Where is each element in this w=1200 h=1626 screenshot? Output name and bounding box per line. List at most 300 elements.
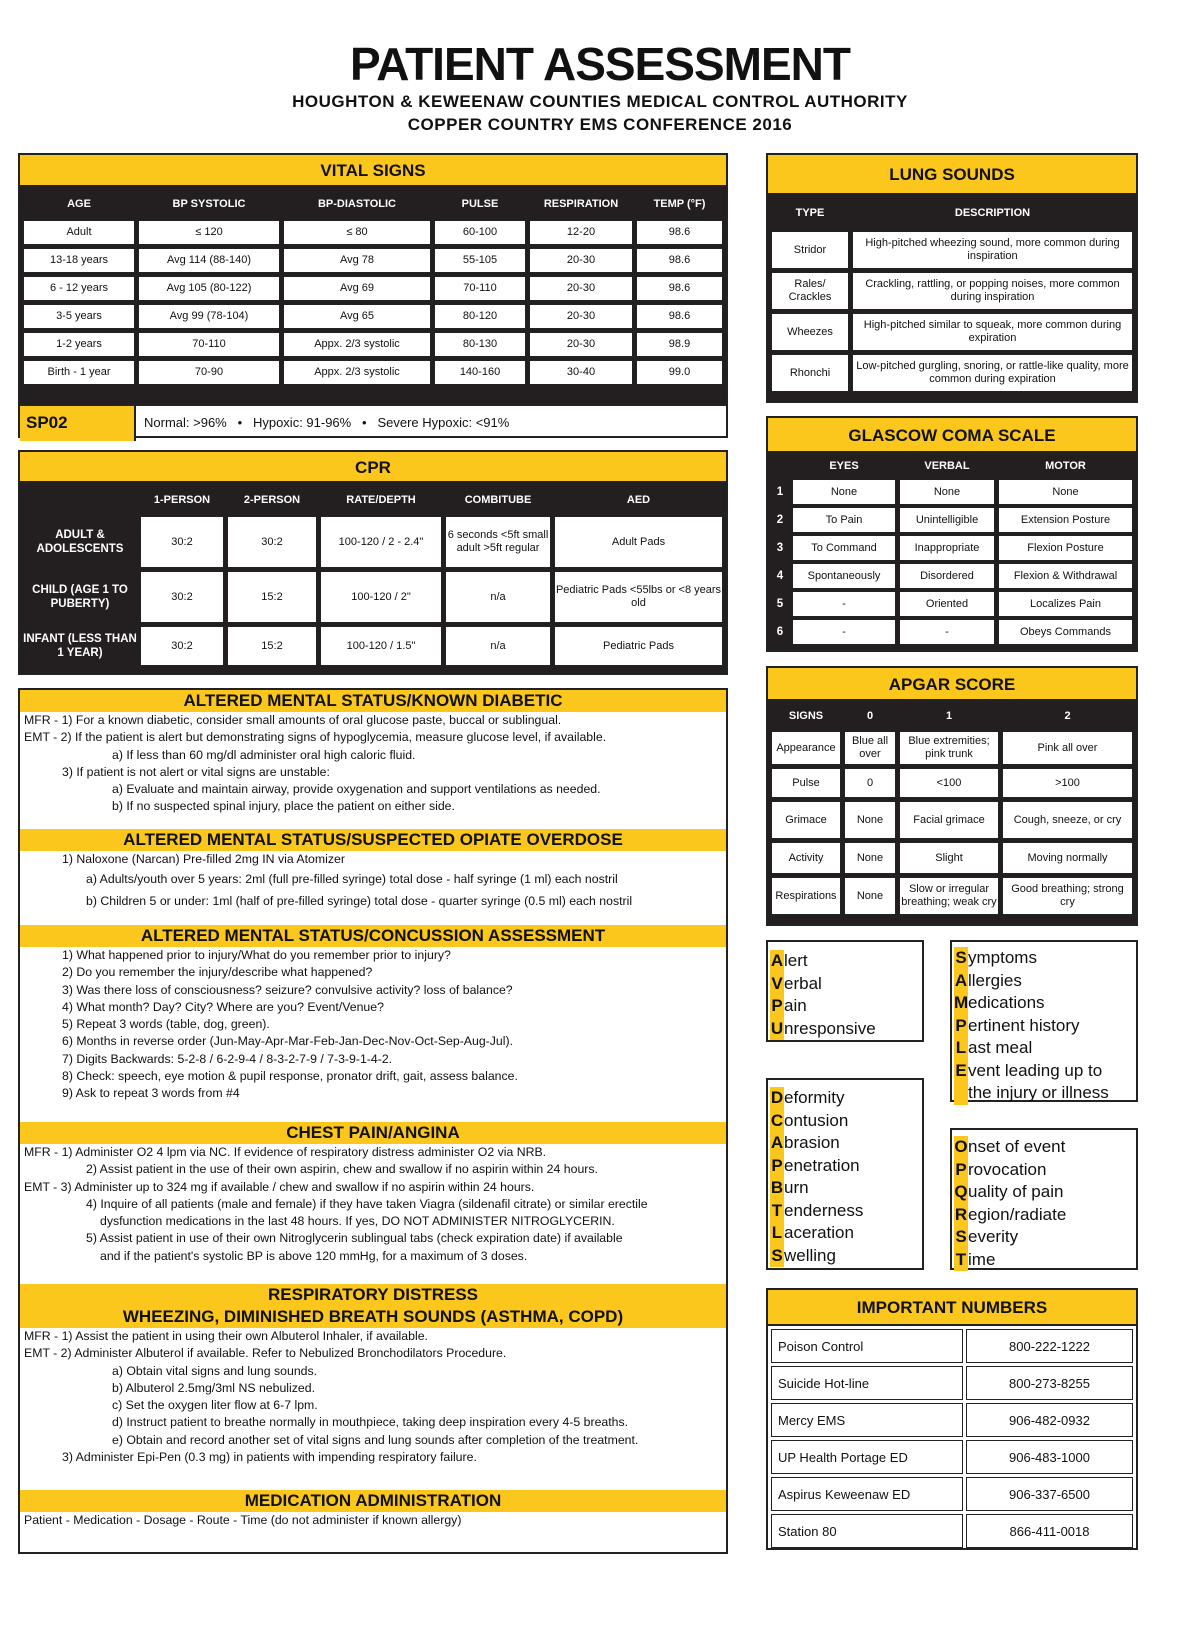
mnemonic-word: aceration [784, 1223, 854, 1242]
cpr-table-cell: 100-120 / 2 - 2.4" [320, 516, 442, 568]
mnemonic-letter [954, 1082, 968, 1105]
mnemonic-word: eformity [784, 1088, 845, 1107]
apgar-table-cell: Pink all over [1002, 731, 1133, 765]
protocol-line: b) Children 5 or under: 1ml (half of pre-filled syringe) total dose - quarter syringe (0.5 ml) each nostril [86, 894, 633, 909]
vitals-table-cell: 20-30 [529, 276, 633, 301]
cpr-table-cell: 6 seconds <5ft small adult >5ft regular [445, 516, 551, 568]
apgar-table-header: 1 [945, 710, 953, 722]
gcs-table-cell: 1 [776, 486, 784, 498]
gcs-table-cell: - [792, 591, 896, 617]
number-value: 906-482-0932 [966, 1403, 1133, 1437]
table-row [771, 507, 1133, 533]
vitals-table-cell: 98.6 [636, 220, 723, 245]
lung-table-header: TYPE [795, 207, 825, 219]
vitals-table-cell: Adult [23, 220, 135, 245]
apgar-table-cell: Activity [771, 842, 841, 874]
apgar-table-cell: <100 [899, 768, 999, 798]
vital-signs-title: VITAL SIGNS [20, 155, 726, 187]
table-row [771, 479, 1133, 505]
gcs-table-cell: Inappropriate [899, 535, 995, 561]
mnemonic-row [770, 973, 920, 996]
sample-box [950, 940, 1138, 1102]
mnemonic-letter: A [954, 970, 968, 993]
mnemonic-word: welling [784, 1245, 836, 1265]
table-row [771, 619, 1133, 645]
apgar-table-cell: Slight [899, 842, 999, 874]
protocol-line: 7) Digits Backwards: 5-2-8 / 6-2-9-4 / 8-3-2-7-9 / 7-3-9-1-4-2. [62, 1051, 393, 1066]
mnemonic-row [770, 1245, 920, 1268]
cpr-table-header: COMBITUBE [464, 493, 532, 506]
mnemonic-letter: P [954, 1015, 968, 1038]
gcs-table-cell: 3 [776, 542, 784, 554]
apgar-table-cell: Good breathing; strong cry [1002, 877, 1133, 915]
protocol-line: a) Evaluate and maintain airway, provide oxygenation and support ventilations as needed. [112, 782, 601, 797]
vitals-table-cell: 98.6 [636, 248, 723, 273]
lung-table-cell: Stridor [771, 231, 849, 269]
spo2-label: SP02 [20, 406, 136, 441]
mnemonic-letter: T [954, 1249, 968, 1272]
mnemonic-letter: L [954, 1037, 968, 1060]
medication-title: MEDICATION ADMINISTRATION [20, 1490, 726, 1512]
number-name: Mercy EMS [771, 1403, 963, 1437]
vitals-table-cell: ≤ 80 [283, 220, 431, 245]
mnemonic-row [954, 1082, 1134, 1105]
vitals-table-cell: 80-120 [434, 304, 526, 329]
concussion-text [20, 947, 726, 1122]
subtitle-conference: COPPER COUNTRY EMS CONFERENCE 2016 [407, 115, 793, 134]
mnemonic-word: egion/radiate [968, 1204, 1067, 1224]
vitals-table-cell: Birth - 1 year [23, 360, 135, 385]
table-row [771, 231, 1133, 269]
vital-signs-panel [18, 153, 728, 438]
apgar-table-cell: Respirations [771, 877, 841, 915]
cpr-table-cell: 100-120 / 2" [320, 571, 442, 623]
cpr-table-header: RATE/DEPTH [346, 493, 416, 506]
vitals-table-cell: 30-40 [529, 360, 633, 385]
protocol-line: e) Obtain and record another set of vital signs and lung sounds after completion of the treatment. [112, 1432, 639, 1447]
vitals-table-cell: 80-130 [434, 332, 526, 357]
vitals-table-header: BP-DIASTOLIC [317, 197, 397, 210]
number-value: 866-411-0018 [966, 1514, 1133, 1548]
protocol-line: 3) Was there loss of consciousness? seizure? convulsive activity? loss of balance? [62, 982, 513, 997]
vitals-table-cell: Avg 78 [283, 248, 431, 273]
gcs-table-cell: Flexion & Withdrawal [998, 563, 1133, 589]
mnemonic-word: lert [784, 951, 808, 970]
number-value: 800-222-1222 [966, 1329, 1133, 1363]
cpr-table-cell: Adult Pads [554, 516, 723, 568]
cpr-table-cell: 100-120 / 1.5" [320, 626, 442, 666]
important-numbers-panel [766, 1288, 1138, 1550]
gcs-table-cell: Flexion Posture [998, 535, 1133, 561]
vitals-table-cell: 140-160 [434, 360, 526, 385]
table-row [23, 332, 723, 357]
vitals-table-header: AGE [67, 197, 91, 210]
cpr-table-cell: 15:2 [227, 626, 317, 666]
mnemonic-word: rovocation [968, 1159, 1047, 1179]
gcs-table-cell: Unintelligible [899, 507, 995, 533]
protocol-line: MFR - 1) Assist the patient in using their own Albuterol Inhaler, if available. [24, 1329, 428, 1343]
mnemonic-word: ast meal [968, 1038, 1033, 1057]
ams-diabetic-text [20, 712, 726, 829]
mnemonic-row [770, 1018, 920, 1041]
mnemonic-row [954, 970, 1134, 993]
apgar-table [768, 701, 1136, 918]
mnemonic-letter: T [770, 1200, 784, 1223]
table-row [23, 626, 723, 666]
table-row [771, 535, 1133, 561]
table-row [23, 516, 723, 568]
cpr-table-cell: 30:2 [227, 516, 317, 568]
mnemonic-row [770, 995, 920, 1018]
vitals-table-cell: 13-18 years [23, 248, 135, 273]
concussion-title: ALTERED MENTAL STATUS/CONCUSSION ASSESSMENT [20, 925, 726, 947]
vitals-table-cell: 20-30 [529, 248, 633, 273]
table-row [771, 842, 1133, 874]
number-value: 906-483-1000 [966, 1440, 1133, 1474]
lung-sounds-table [768, 195, 1136, 395]
mnemonic-word: ymptoms [968, 948, 1037, 967]
apgar-table-cell: None [844, 801, 896, 839]
protocol-line: and if the patient's systolic BP is above 120 mmHg, for a maximum of 3 doses. [100, 1248, 528, 1263]
gcs-table-cell: To Pain [792, 507, 896, 533]
spo2-values: Normal: >96% • Hypoxic: 91-96% • Severe Hypoxic: <91% [144, 415, 510, 430]
mnemonic-row [770, 1132, 920, 1155]
table-row [771, 563, 1133, 589]
gcs-table-cell: Oriented [899, 591, 995, 617]
lung-table-cell: Crackling, rattling, or popping noises, more common during inspiration [852, 272, 1133, 310]
protocol-line: 1) What happened prior to injury/What do you remember prior to injury? [62, 948, 451, 962]
medication-text: Patient - Medication - Dosage - Route - Time (do not administer if known allergy) [24, 1513, 462, 1527]
apgar-table-cell: Moving normally [1002, 842, 1133, 874]
mnemonic-row [954, 1060, 1134, 1083]
apgar-table-header: 2 [1064, 710, 1071, 722]
cpr-table-cell: Pediatric Pads <55lbs or <8 years old [554, 571, 723, 623]
table-row [771, 313, 1133, 351]
protocol-line: dysfunction medications in the last 48 hours. If yes, DO NOT ADMINISTER NITROGLYCERIN. [100, 1214, 615, 1229]
cpr-table-cell: n/a [445, 626, 551, 666]
apgar-table-cell: Blue all over [844, 731, 896, 765]
table-row [771, 801, 1133, 839]
mnemonic-letter: D [770, 1087, 784, 1110]
important-numbers-title: IMPORTANT NUMBERS [768, 1290, 1136, 1326]
protocol-line: a) Obtain vital signs and lung sounds. [112, 1363, 318, 1378]
mnemonic-word: ontusion [784, 1110, 849, 1130]
vitals-table-cell: Appx. 2/3 systolic [283, 332, 431, 357]
mnemonic-row [770, 1177, 920, 1200]
protocol-line: 5) Repeat 3 words (table, dog, green). [62, 1017, 270, 1032]
lung-table-cell: Rhonchi [771, 354, 849, 392]
vitals-table-cell: Avg 114 (88-140) [138, 248, 280, 273]
vitals-table-cell: 70-110 [434, 276, 526, 301]
mnemonic-row [954, 1226, 1134, 1249]
mnemonic-row [954, 947, 1134, 970]
mnemonic-letter: M [954, 992, 968, 1015]
mnemonic-letter: P [954, 1159, 968, 1182]
gcs-table-cell: None [899, 479, 995, 505]
mnemonic-word: urn [784, 1178, 809, 1197]
apgar-table-cell: Facial grimace [899, 801, 999, 839]
gcs-table-header: MOTOR [1045, 460, 1086, 472]
table-row [771, 591, 1133, 617]
gcs-panel [766, 416, 1138, 652]
number-value: 906-337-6500 [966, 1477, 1133, 1511]
gcs-table-cell: None [792, 479, 896, 505]
number-value: 800-273-8255 [966, 1366, 1133, 1400]
number-row [771, 1477, 1133, 1511]
important-numbers-table [768, 1326, 1136, 1551]
number-name: Suicide Hot-line [771, 1366, 963, 1400]
cpr-table-header: 2-PERSON [243, 493, 301, 506]
protocol-line: 4) Inquire of all patients (male and female) if they have taken Viagra (sildenafil citrate) or similar erectile [86, 1196, 648, 1211]
lung-table-cell: Low-pitched gurgling, snoring, or rattle-like quality, more common during expiration [852, 354, 1133, 392]
apgar-table-cell: None [844, 842, 896, 874]
apgar-table-cell: 0 [844, 768, 896, 798]
mnemonic-word: ain [784, 996, 807, 1015]
vitals-table-cell: 20-30 [529, 332, 633, 357]
table-row [771, 877, 1133, 915]
gcs-table-header: EYES [829, 460, 859, 472]
lung-table-cell: High-pitched similar to squeak, more common during expiration [852, 313, 1133, 351]
apgar-table-header: 0 [866, 710, 874, 722]
mnemonic-letter: S [954, 1226, 968, 1249]
opiate-text [20, 851, 726, 925]
number-name: UP Health Portage ED [771, 1440, 963, 1474]
mnemonic-word: enetration [784, 1155, 860, 1175]
vitals-table-header: TEMP (°F) [653, 197, 706, 210]
ams-diabetic-title: ALTERED MENTAL STATUS/KNOWN DIABETIC [20, 690, 726, 712]
vitals-table-cell: Avg 105 (80-122) [138, 276, 280, 301]
resp-title-2: WHEEZING, DIMINISHED BREATH SOUNDS (ASTHMA, COPD) [20, 1306, 726, 1328]
gcs-table-cell: 4 [776, 570, 784, 582]
number-row [771, 1514, 1133, 1548]
protocol-line: 3) Administer Epi-Pen (0.3 mg) in patients with impending respiratory failure. [62, 1450, 477, 1465]
dcap-btls-box [766, 1078, 924, 1270]
protocol-line: b) Albuterol 2.5mg/3ml NS nebulized. [112, 1380, 316, 1395]
mnemonic-word: everity [968, 1227, 1019, 1246]
vitals-table-cell: 70-90 [138, 360, 280, 385]
protocol-line: 2) Do you remember the injury/describe what happened? [62, 965, 373, 980]
gcs-title: GLASCOW COMA SCALE [768, 418, 1136, 453]
number-row [771, 1440, 1133, 1474]
resp-text [20, 1328, 726, 1490]
opiate-title: ALTERED MENTAL STATUS/SUSPECTED OPIATE OVERDOSE [20, 829, 726, 851]
mnemonic-row [770, 950, 920, 973]
resp-title-1: RESPIRATORY DISTRESS [20, 1284, 726, 1306]
cpr-table-cell: ADULT & ADOLESCENTS [36, 529, 124, 555]
number-row [771, 1403, 1133, 1437]
apgar-table-header: SIGNS [788, 710, 824, 722]
table-row [771, 272, 1133, 310]
number-name: Poison Control [771, 1329, 963, 1363]
mnemonic-row [770, 1110, 920, 1133]
vitals-table-cell: ≤ 120 [138, 220, 280, 245]
table-row [771, 731, 1133, 765]
number-name: Station 80 [771, 1514, 963, 1548]
lung-table-cell: High-pitched wheezing sound, more common during inspiration [852, 231, 1133, 269]
apgar-table-cell: >100 [1002, 768, 1133, 798]
vitals-table-cell: 60-100 [434, 220, 526, 245]
vitals-table-header: PULSE [461, 197, 499, 210]
mnemonic-letter: P [770, 1155, 784, 1178]
cpr-table-cell: 30:2 [140, 571, 224, 623]
cpr-title: CPR [20, 452, 726, 483]
chest-pain-title: CHEST PAIN/ANGINA [20, 1122, 726, 1144]
cpr-table-cell: 30:2 [140, 516, 224, 568]
gcs-table-cell: None [998, 479, 1133, 505]
protocol-line: 3) If patient is not alert or vital signs are unstable: [62, 764, 330, 779]
vitals-table-cell: Appx. 2/3 systolic [283, 360, 431, 385]
lung-table-cell: Wheezes [771, 313, 849, 351]
table-row [23, 276, 723, 301]
cpr-table-cell: INFANT (LESS THAN 1 YEAR) [23, 633, 137, 659]
mnemonic-letter: E [954, 1060, 968, 1083]
protocol-line: 1) Naloxone (Narcan) Pre-filled 2mg IN via Atomizer [62, 852, 345, 866]
table-row [23, 248, 723, 273]
apgar-title: APGAR SCORE [768, 668, 1136, 701]
mnemonic-letter: C [770, 1110, 784, 1133]
protocol-line: c) Set the oxygen liter flow at 6-7 lpm. [112, 1398, 318, 1413]
protocol-line: 9) Ask to repeat 3 words from #4 [62, 1086, 240, 1101]
mnemonic-word: ertinent history [968, 1015, 1080, 1035]
vitals-table-header: BP SYSTOLIC [172, 197, 246, 210]
protocol-line: MFR - 1) For a known diabetic, consider small amounts of oral glucose paste, buccal or sublingual. [24, 713, 562, 727]
mnemonic-letter: S [954, 947, 968, 970]
mnemonic-row [954, 1037, 1134, 1060]
avpu-box [766, 940, 924, 1042]
chest-pain-text [20, 1144, 726, 1284]
cpr-table-cell: Pediatric Pads [554, 626, 723, 666]
table-row [23, 360, 723, 385]
mnemonic-word: the injury or illness [968, 1083, 1109, 1102]
number-name: Aspirus Keweenaw ED [771, 1477, 963, 1511]
cpr-table-header [23, 486, 137, 513]
mnemonic-letter: U [770, 1018, 784, 1041]
apgar-table-cell: None [844, 877, 896, 915]
protocol-line: EMT - 3) Administer up to 324 mg if available / chew and swallow if no aspirin within 24 hours. [24, 1179, 535, 1194]
mnemonic-row [770, 1087, 920, 1110]
apgar-panel [766, 666, 1138, 926]
mnemonic-row [954, 1204, 1134, 1227]
mnemonic-row [954, 1136, 1134, 1159]
apgar-table-cell: Slow or irregular breathing; weak cry [899, 877, 999, 915]
protocol-line: MFR - 1) Administer O2 4 lpm via NC. If evidence of respiratory distress administer O2 via NRB. [24, 1145, 547, 1159]
table-row [23, 220, 723, 245]
apgar-table-cell: Pulse [771, 768, 841, 798]
vitals-table-cell: 20-30 [529, 304, 633, 329]
cpr-panel [18, 450, 728, 675]
lung-sounds-title: LUNG SOUNDS [768, 155, 1136, 195]
mnemonic-word: nset of event [968, 1137, 1066, 1156]
table-row [23, 304, 723, 329]
mnemonic-row [770, 1200, 920, 1223]
table-row [771, 768, 1133, 798]
mnemonic-letter: Q [954, 1181, 968, 1204]
protocol-line: 4) What month? Day? City? Where are you? Event/Venue? [62, 999, 384, 1014]
cpr-table-cell: CHILD (AGE 1 TO PUBERTY) [32, 584, 128, 610]
vitals-table-cell: 12-20 [529, 220, 633, 245]
gcs-table-cell: Obeys Commands [998, 619, 1133, 645]
mnemonic-word: enderness [784, 1200, 864, 1220]
vitals-table-cell: 70-110 [138, 332, 280, 357]
protocol-line: a) If less than 60 mg/dl administer oral high caloric fluid. [112, 747, 416, 762]
mnemonic-word: llergies [968, 970, 1022, 990]
vitals-table-cell: 3-5 years [23, 304, 135, 329]
table-row [771, 354, 1133, 392]
mnemonic-word: erbal [784, 973, 822, 993]
mnemonic-letter: A [770, 1132, 784, 1155]
vitals-table-header: RESPIRATION [543, 197, 619, 210]
mnemonic-letter: L [770, 1222, 784, 1245]
protocol-line: EMT - 2) If the patient is alert but demonstrating signs of hypoglycemia, measure glucose level, if available. [24, 730, 607, 745]
vitals-table-cell: 55-105 [434, 248, 526, 273]
mnemonic-row [954, 1181, 1134, 1204]
mnemonic-row [954, 1159, 1134, 1182]
mnemonic-word: edications [968, 993, 1045, 1012]
vitals-table-cell: Avg 99 (78-104) [138, 304, 280, 329]
protocol-line: 5) Assist patient in use of their own Nitroglycerin sublingual tabs (check expiration date) if available [86, 1231, 623, 1246]
gcs-table-cell: Localizes Pain [998, 591, 1133, 617]
mnemonic-word: nresponsive [784, 1018, 876, 1038]
vitals-table-cell: 6 - 12 years [23, 276, 135, 301]
mnemonic-row [954, 1249, 1134, 1272]
opqrst-box [950, 1128, 1138, 1270]
mnemonic-word: uality of pain [968, 1182, 1064, 1201]
mnemonic-word: ime [968, 1249, 996, 1269]
mnemonic-word: vent leading up to [968, 1060, 1103, 1080]
page-header [0, 38, 1200, 136]
gcs-table-cell: 5 [776, 598, 784, 610]
mnemonic-row [770, 1222, 920, 1245]
cpr-table-cell: n/a [445, 571, 551, 623]
gcs-table-cell: Extension Posture [998, 507, 1133, 533]
protocol-line: d) Instruct patient to breathe normally in mouthpiece, taking deep inspiration every 4-5 breaths. [112, 1415, 629, 1430]
mnemonic-letter: O [954, 1136, 968, 1159]
protocol-line: b) If no suspected spinal injury, place the patient on either side. [112, 799, 455, 814]
lung-table-header: DESCRIPTION [954, 207, 1031, 219]
cpr-table-header: AED [626, 493, 651, 506]
mnemonic-row [770, 1155, 920, 1178]
gcs-table-cell: To Command [792, 535, 896, 561]
mnemonic-letter: R [954, 1204, 968, 1227]
gcs-table-cell: Disordered [899, 563, 995, 589]
mnemonic-letter: P [770, 995, 784, 1018]
vitals-table-cell: 98.6 [636, 276, 723, 301]
mnemonic-letter: S [770, 1245, 784, 1268]
mnemonic-letter: B [770, 1177, 784, 1200]
apgar-table-cell: Cough, sneeze, or cry [1002, 801, 1133, 839]
apgar-table-cell: Blue extremities; pink trunk [899, 731, 999, 765]
gcs-table-header: VERBAL [924, 460, 970, 472]
gcs-table-cell: Spontaneously [792, 563, 896, 589]
vitals-table-cell: Avg 69 [283, 276, 431, 301]
mnemonic-letter: A [770, 950, 784, 973]
gcs-table-cell: - [792, 619, 896, 645]
number-row [771, 1366, 1133, 1400]
vitals-table-cell: 1-2 years [23, 332, 135, 357]
gcs-table-header [771, 455, 789, 477]
page-title: PATIENT ASSESSMENT [350, 38, 850, 90]
number-row [771, 1329, 1133, 1363]
cpr-table-cell: 30:2 [140, 626, 224, 666]
vitals-table-cell: 98.9 [636, 332, 723, 357]
apgar-table-cell: Appearance [771, 731, 841, 765]
mnemonic-row [954, 992, 1134, 1015]
mnemonic-letter: V [770, 973, 784, 996]
lung-sounds-panel [766, 153, 1138, 403]
protocol-line: EMT - 2) Administer Albuterol if available. Refer to Nebulized Bronchodilators Procedure. [24, 1346, 507, 1361]
vitals-table-cell: 98.6 [636, 304, 723, 329]
protocol-line: 6) Months in reverse order (Jun-May-Apr-Mar-Feb-Jan-Dec-Nov-Oct-Sep-Aug-Jul). [62, 1034, 514, 1049]
